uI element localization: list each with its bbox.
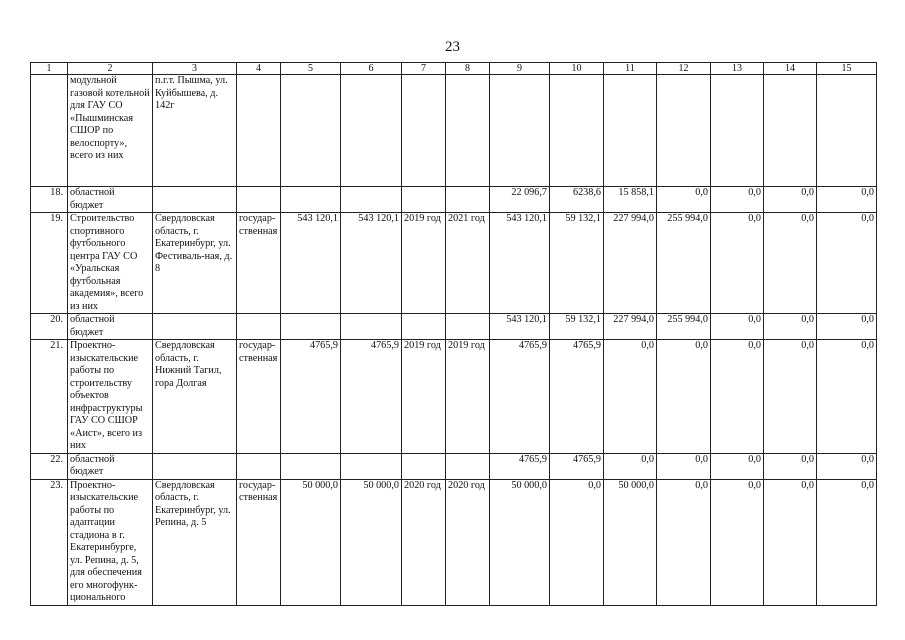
column-number: 9 <box>490 63 550 75</box>
funding-year-4: 0,0 <box>711 479 764 605</box>
column-number: 3 <box>153 63 237 75</box>
funding-year-2: 0,0 <box>604 453 657 479</box>
funding-year-5: 0,0 <box>764 340 817 454</box>
funding-year-6 <box>817 75 877 187</box>
start-year: 2019 год <box>402 340 446 454</box>
column-number: 6 <box>341 63 402 75</box>
column-number: 15 <box>817 63 877 75</box>
funding-year-5: 0,0 <box>764 213 817 314</box>
funding-year-1: 0,0 <box>550 479 604 605</box>
table-row <box>31 314 877 340</box>
funding-year-3: 0,0 <box>657 187 711 213</box>
funding-year-2: 227 994,0 <box>604 213 657 314</box>
start-year <box>402 314 446 340</box>
column-number: 4 <box>237 63 281 75</box>
funding-year-4: 0,0 <box>711 314 764 340</box>
address <box>153 453 237 479</box>
cost-remaining <box>341 187 402 213</box>
funding-year-5: 0,0 <box>764 453 817 479</box>
end-year <box>446 75 490 187</box>
funding-year-6: 0,0 <box>817 213 877 314</box>
funding-year-3: 0,0 <box>657 453 711 479</box>
table-row <box>31 479 877 605</box>
total-funding: 543 120,1 <box>490 314 550 340</box>
funding-year-3 <box>657 75 711 187</box>
cost-remaining: 543 120,1 <box>341 213 402 314</box>
object-name: Проектно-изыскательские работы по адаптации стадиона в г. Екатеринбурге, ул. Репина, д. 5, для обеспечения его многофунк-ционального <box>68 479 153 605</box>
start-year <box>402 187 446 213</box>
funding-year-2: 227 994,0 <box>604 314 657 340</box>
funding-year-6: 0,0 <box>817 479 877 605</box>
funding-year-4: 0,0 <box>711 340 764 454</box>
start-year <box>402 75 446 187</box>
funding-year-2 <box>604 75 657 187</box>
row-number: 19. <box>31 213 68 314</box>
funding-year-5: 0,0 <box>764 187 817 213</box>
object-name: областной бюджет <box>68 453 153 479</box>
funding-year-1: 59 132,1 <box>550 314 604 340</box>
row-number <box>31 75 68 187</box>
column-number: 10 <box>550 63 604 75</box>
ownership-type <box>237 75 281 187</box>
funding-year-3: 0,0 <box>657 340 711 454</box>
ownership-type <box>237 187 281 213</box>
cost-remaining <box>341 453 402 479</box>
funding-year-6: 0,0 <box>817 187 877 213</box>
ownership-type <box>237 453 281 479</box>
address <box>153 187 237 213</box>
column-number: 2 <box>68 63 153 75</box>
row-number: 20. <box>31 314 68 340</box>
estimated-cost <box>281 453 341 479</box>
end-year <box>446 314 490 340</box>
estimated-cost <box>281 187 341 213</box>
end-year <box>446 187 490 213</box>
funding-year-2: 50 000,0 <box>604 479 657 605</box>
ownership-type <box>237 314 281 340</box>
ownership-type: государ-ственная <box>237 340 281 454</box>
column-number: 1 <box>31 63 68 75</box>
address: п.г.т. Пышма, ул. Куйбышева, д. 142г <box>153 75 237 187</box>
funding-year-3: 255 994,0 <box>657 213 711 314</box>
budget-table <box>30 62 877 606</box>
funding-year-4: 0,0 <box>711 453 764 479</box>
funding-year-5: 0,0 <box>764 314 817 340</box>
estimated-cost <box>281 75 341 187</box>
total-funding <box>490 75 550 187</box>
cost-remaining <box>341 75 402 187</box>
total-funding: 543 120,1 <box>490 213 550 314</box>
cost-remaining <box>341 314 402 340</box>
funding-year-4 <box>711 75 764 187</box>
estimated-cost <box>281 314 341 340</box>
start-year <box>402 453 446 479</box>
funding-year-4: 0,0 <box>711 187 764 213</box>
object-name: Проектно-изыскательские работы по строительству объектов инфраструктуры ГАУ СО СШОР «Аист», всего из них <box>68 340 153 454</box>
funding-year-1: 6238,6 <box>550 187 604 213</box>
funding-year-1: 4765,9 <box>550 453 604 479</box>
column-number-header-row <box>31 63 877 75</box>
row-number: 18. <box>31 187 68 213</box>
cost-remaining: 4765,9 <box>341 340 402 454</box>
funding-year-3: 255 994,0 <box>657 314 711 340</box>
row-number: 21. <box>31 340 68 454</box>
row-number: 23. <box>31 479 68 605</box>
column-number: 12 <box>657 63 711 75</box>
column-number: 8 <box>446 63 490 75</box>
funding-year-1 <box>550 75 604 187</box>
total-funding: 22 096,7 <box>490 187 550 213</box>
table-row <box>31 187 877 213</box>
funding-year-6: 0,0 <box>817 314 877 340</box>
cost-remaining: 50 000,0 <box>341 479 402 605</box>
end-year <box>446 453 490 479</box>
column-number: 5 <box>281 63 341 75</box>
funding-year-5: 0,0 <box>764 479 817 605</box>
end-year: 2020 год <box>446 479 490 605</box>
funding-year-6: 0,0 <box>817 340 877 454</box>
funding-year-4: 0,0 <box>711 213 764 314</box>
end-year: 2019 год <box>446 340 490 454</box>
row-number: 22. <box>31 453 68 479</box>
address: Свердловская область, г. Нижний Тагил, гора Долгая <box>153 340 237 454</box>
column-number: 13 <box>711 63 764 75</box>
ownership-type: государ-ственная <box>237 479 281 605</box>
funding-year-2: 0,0 <box>604 340 657 454</box>
start-year: 2019 год <box>402 213 446 314</box>
column-number: 11 <box>604 63 657 75</box>
table-row <box>31 340 877 454</box>
table-row <box>31 75 877 187</box>
total-funding: 4765,9 <box>490 453 550 479</box>
total-funding: 50 000,0 <box>490 479 550 605</box>
estimated-cost: 4765,9 <box>281 340 341 454</box>
object-name: областной бюджет <box>68 314 153 340</box>
funding-year-3: 0,0 <box>657 479 711 605</box>
object-name: областной бюджет <box>68 187 153 213</box>
estimated-cost: 543 120,1 <box>281 213 341 314</box>
table-row <box>31 453 877 479</box>
funding-year-1: 59 132,1 <box>550 213 604 314</box>
funding-year-6: 0,0 <box>817 453 877 479</box>
page-number: 23 <box>445 39 460 55</box>
object-name: модульной газовой котельной для ГАУ СО «Пышминская СШОР по велоспорту», всего из них <box>68 75 153 187</box>
funding-year-5 <box>764 75 817 187</box>
funding-year-1: 4765,9 <box>550 340 604 454</box>
object-name: Строительство спортивного футбольного центра ГАУ СО «Уральская футбольная академия», всего из них <box>68 213 153 314</box>
address <box>153 314 237 340</box>
estimated-cost: 50 000,0 <box>281 479 341 605</box>
address: Свердловская область, г. Екатеринбург, ул. Репина, д. 5 <box>153 479 237 605</box>
end-year: 2021 год <box>446 213 490 314</box>
table-row <box>31 213 877 314</box>
column-number: 14 <box>764 63 817 75</box>
total-funding: 4765,9 <box>490 340 550 454</box>
start-year: 2020 год <box>402 479 446 605</box>
ownership-type: государ-ственная <box>237 213 281 314</box>
funding-year-2: 15 858,1 <box>604 187 657 213</box>
column-number: 7 <box>402 63 446 75</box>
address: Свердловская область, г. Екатеринбург, ул. Фестиваль-ная, д. 8 <box>153 213 237 314</box>
